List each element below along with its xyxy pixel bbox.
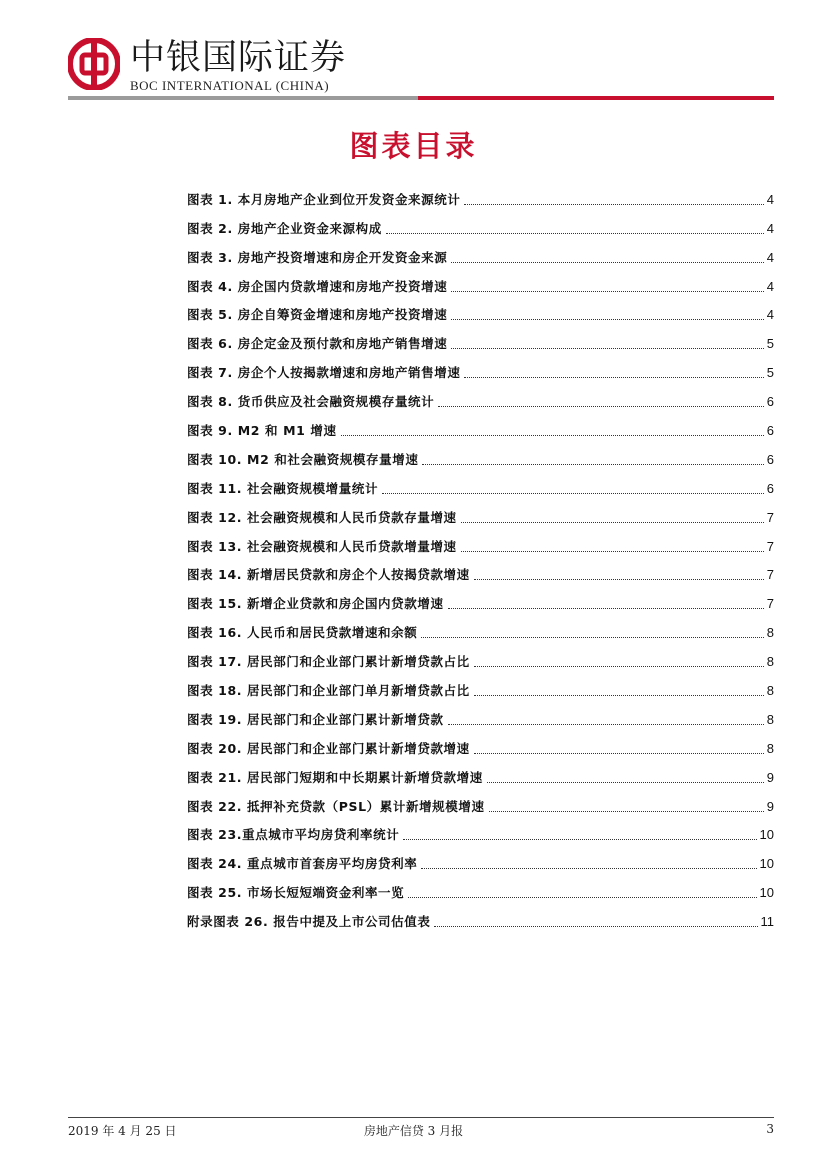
toc-entry[interactable]: [187, 641, 774, 670]
toc-leader-dots: [474, 695, 764, 696]
toc-leader-dots: [438, 406, 764, 407]
toc-entry[interactable]: [187, 872, 774, 901]
toc-entry-page: 10: [759, 827, 774, 843]
toc-entry-page: 8: [766, 740, 774, 756]
boc-logo-icon: [68, 38, 120, 90]
page-header: [68, 36, 774, 102]
toc-leader-dots: [434, 926, 757, 927]
toc-entry-label: 图表 8. 货币供应及社会融资规模存量统计: [187, 394, 435, 410]
page-title: 图表目录: [349, 129, 478, 163]
footer-rule: [68, 1117, 774, 1118]
toc-entry[interactable]: [187, 295, 774, 324]
toc-entry-label: 图表 7. 房企个人按揭款增速和房地产销售增速: [187, 365, 461, 381]
toc-entry-label: 图表 1. 本月房地产企业到位开发资金来源统计: [187, 191, 461, 207]
toc-leader-dots: [474, 753, 764, 754]
toc-list: [187, 179, 774, 930]
toc-entry[interactable]: [187, 583, 774, 612]
footer-page-number: 3: [766, 1122, 774, 1136]
toc-entry-label: 图表 22. 抵押补充贷款（PSL）累计新增规模增速: [187, 798, 485, 814]
toc-entry[interactable]: [187, 757, 774, 786]
toc-leader-dots: [461, 522, 764, 523]
toc-entry-page: 4: [766, 278, 774, 294]
toc-entry-page: 4: [766, 220, 774, 236]
toc-leader-dots: [451, 262, 763, 263]
toc-entry-page: 4: [766, 307, 774, 323]
toc-entry-label: 图表 15. 新增企业贷款和房企国内贷款增速: [187, 596, 444, 612]
footer-date: 2019 年 4 月 25 日: [68, 1124, 177, 1138]
toc-leader-dots: [386, 233, 764, 234]
toc-entry-page: 7: [766, 538, 774, 554]
toc-leader-dots: [421, 868, 756, 869]
toc-leader-dots: [464, 204, 763, 205]
toc-entry[interactable]: [187, 208, 774, 237]
toc-entry-page: 6: [766, 451, 774, 467]
toc-entry-page: 10: [759, 885, 774, 901]
toc-leader-dots: [403, 839, 756, 840]
toc-entry-label: 图表 16. 人民币和居民贷款增速和余额: [187, 625, 418, 641]
toc-entry-label: 图表 25. 市场长短短端资金利率一览: [187, 885, 405, 901]
toc-leader-dots: [421, 637, 763, 638]
toc-entry[interactable]: [187, 439, 774, 468]
toc-entry-label: 图表 13. 社会融资规模和人民币贷款增量增速: [187, 538, 457, 554]
toc-leader-dots: [461, 551, 764, 552]
toc-entry-label: 图表 6. 房企定金及预付款和房地产销售增速: [187, 336, 448, 352]
toc-entry[interactable]: [187, 526, 774, 555]
toc-entry-page: 9: [766, 769, 774, 785]
toc-leader-dots: [474, 579, 764, 580]
toc-entry[interactable]: [187, 266, 774, 295]
toc-entry-label: 图表 17. 居民部门和企业部门累计新增贷款占比: [187, 654, 470, 670]
toc-entry-label: 图表 3. 房地产投资增速和房企开发资金来源: [187, 249, 448, 265]
toc-entry-label: 图表 11. 社会融资规模增量统计: [187, 480, 379, 496]
toc-entry-label: 图表 12. 社会融资规模和人民币贷款存量增速: [187, 509, 457, 525]
toc-leader-dots: [489, 811, 764, 812]
footer-report-name: 房地产信贷 3 月报: [363, 1124, 464, 1138]
toc-entry-page: 7: [766, 509, 774, 525]
header-rule-gray: [68, 96, 418, 100]
toc-entry-page: 11: [760, 914, 774, 930]
toc-leader-dots: [448, 608, 764, 609]
toc-entry-page: 6: [766, 423, 774, 439]
toc-entry[interactable]: [187, 843, 774, 872]
toc-entry[interactable]: [187, 555, 774, 584]
toc-entry-label: 图表 21. 居民部门短期和中长期累计新增贷款增速: [187, 769, 483, 785]
toc-entry[interactable]: [187, 670, 774, 699]
toc-entry[interactable]: [187, 699, 774, 728]
toc-entry-page: 5: [766, 365, 774, 381]
toc-entry[interactable]: [187, 786, 774, 815]
toc-entry-page: 9: [766, 798, 774, 814]
toc-leader-dots: [474, 666, 764, 667]
brand-name-cn: 中银国际证券: [130, 38, 347, 78]
toc-entry-label: 图表 2. 房地产企业资金来源构成: [187, 220, 382, 236]
toc-leader-dots: [451, 348, 763, 349]
toc-entry-page: 6: [766, 480, 774, 496]
toc-entry[interactable]: [187, 410, 774, 439]
toc-entry-label: 图表 24. 重点城市首套房平均房贷利率: [187, 856, 418, 872]
toc-leader-dots: [451, 319, 763, 320]
toc-entry-page: 10: [759, 856, 774, 872]
toc-entry-page: 7: [766, 596, 774, 612]
toc-entry-label: 图表 4. 房企国内贷款增速和房地产投资增速: [187, 278, 448, 294]
toc-leader-dots: [408, 897, 756, 898]
toc-entry[interactable]: [187, 497, 774, 526]
toc-leader-dots: [382, 493, 764, 494]
toc-entry[interactable]: [187, 323, 774, 352]
toc-entry[interactable]: [187, 612, 774, 641]
brand-name-en: BOC INTERNATIONAL (CHINA): [130, 78, 330, 93]
toc-entry-label: 图表 19. 居民部门和企业部门累计新增贷款: [187, 711, 444, 727]
toc-entry-label: 图表 18. 居民部门和企业部门单月新增贷款占比: [187, 683, 470, 699]
toc-entry[interactable]: [187, 815, 774, 844]
toc-leader-dots: [448, 724, 764, 725]
header-rule-red: [418, 96, 774, 100]
toc-leader-dots: [451, 291, 763, 292]
toc-entry-page: 7: [766, 567, 774, 583]
toc-entry-page: 6: [766, 394, 774, 410]
toc-entry-page: 4: [766, 249, 774, 265]
toc-entry-label: 图表 20. 居民部门和企业部门累计新增贷款增速: [187, 740, 470, 756]
toc-entry-page: 8: [766, 711, 774, 727]
toc-entry[interactable]: [187, 381, 774, 410]
toc-entry-page: 5: [766, 336, 774, 352]
toc-entry[interactable]: [187, 179, 774, 208]
toc-entry[interactable]: [187, 237, 774, 266]
toc-entry-label: 图表 23.重点城市平均房贷利率统计: [187, 827, 400, 843]
toc-entry-label: 图表 10. M2 和社会融资规模存量增速: [187, 451, 419, 467]
toc-leader-dots: [487, 782, 764, 783]
toc-entry-label: 附录图表 26. 报告中提及上市公司估值表: [187, 914, 431, 930]
toc-entry-page: 4: [766, 191, 774, 207]
toc-entry[interactable]: [187, 901, 774, 930]
toc-entry-label: 图表 14. 新增居民贷款和房企个人按揭贷款增速: [187, 567, 470, 583]
toc-entry-label: 图表 5. 房企自筹资金增速和房地产投资增速: [187, 307, 448, 323]
toc-entry-page: 8: [766, 654, 774, 670]
toc-entry-label: 图表 9. M2 和 M1 增速: [187, 423, 337, 439]
toc-entry[interactable]: [187, 728, 774, 757]
toc-entry-page: 8: [766, 625, 774, 641]
toc-leader-dots: [464, 377, 763, 378]
toc-entry-page: 8: [766, 683, 774, 699]
toc-leader-dots: [422, 464, 763, 465]
toc-leader-dots: [341, 435, 764, 436]
toc-entry[interactable]: [187, 468, 774, 497]
toc-entry[interactable]: [187, 352, 774, 381]
